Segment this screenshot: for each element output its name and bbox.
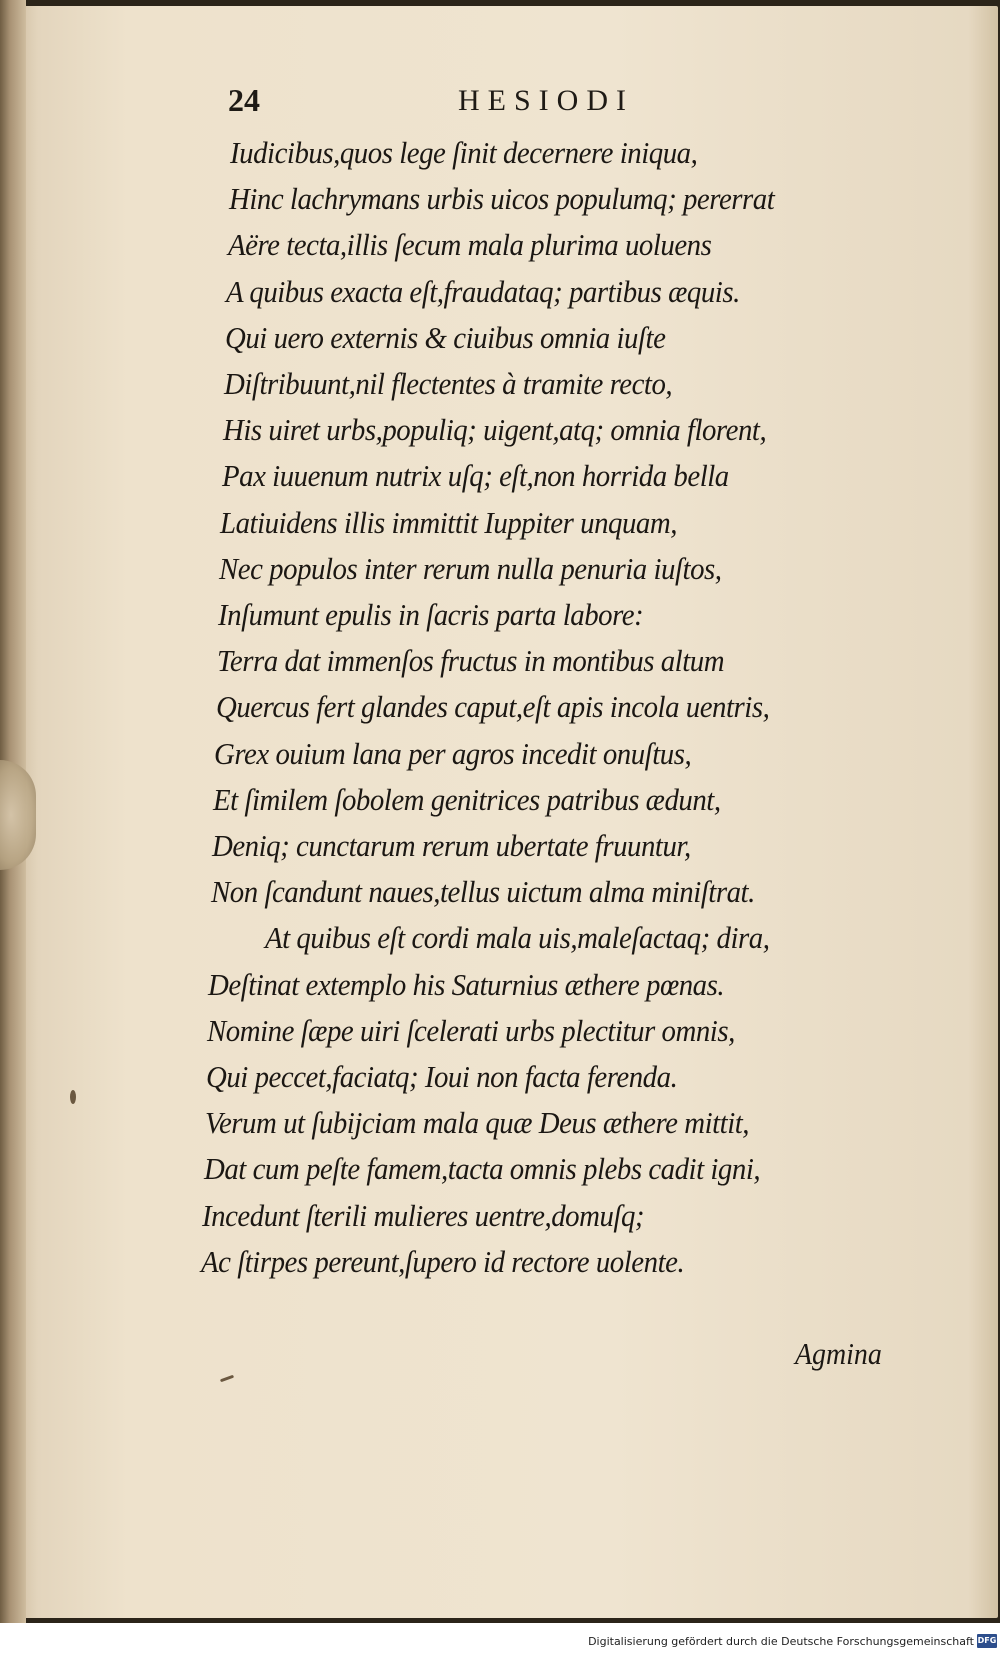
digitization-credit: Digitalisierung gefördert durch die Deutsche Forschungsgemeinschaft <box>588 1635 974 1648</box>
verse-line: Non ſcandunt naues,tellus uictum alma miniſtrat. <box>210 874 755 910</box>
verse-line: Latiuidens illis immittit Iuppiter unquam, <box>220 504 678 540</box>
verse-line: Diſtribuunt,nil flectentes à tramite recto, <box>224 366 673 401</box>
verse-line: Ac ſtirpes pereunt,ſupero id rectore uolente. <box>201 1243 685 1279</box>
verse-line: Quercus fert glandes caput,eſt apis incola uentris, <box>215 689 769 725</box>
running-title: HESIODI <box>458 84 634 117</box>
verse-line: Hinc lachrymans urbis uicos populumq; pererrat <box>228 181 775 217</box>
page-number: 24 <box>228 82 260 118</box>
verse-line: Incedunt ſterili mulieres uentre,domuſq; <box>202 1197 645 1233</box>
verse-line: Deniq; cunctarum rerum ubertate fruuntur, <box>212 828 691 863</box>
verse-line: Iudicibus,quos lege ſinit decernere iniqua, <box>230 135 698 170</box>
verse-line: Et ſimilem ſobolem genitrices patribus ædunt, <box>213 781 721 817</box>
verse-line: Qui peccet,faciatq; Ioui non facta ferenda. <box>206 1059 678 1094</box>
verse-line: Pax iuuenum nutrix uſq; eſt,non horrida bella <box>221 458 729 494</box>
verse-line: Dat cum peſte famem,tacta omnis plebs cadit igni, <box>203 1151 760 1187</box>
dfg-logo: DFG <box>977 1634 997 1648</box>
verse-line: Grex ouium lana per agros incedit onuſtus, <box>214 735 692 771</box>
verse-line: Deſtinat extemplo his Saturnius æthere pœnas. <box>208 966 725 1002</box>
verse-line: Aëre tecta,illis ſecum mala plurima uoluens <box>227 227 711 263</box>
verse-line: Inſumunt epulis in ſacris parta labore: <box>218 597 644 632</box>
verse-line: Terra dat immenſos fructus in montibus altum <box>216 643 724 679</box>
catchword: Agmina <box>795 1336 882 1371</box>
verse-line: Verum ut ſubijciam mala quæ Deus æthere mittit, <box>204 1105 749 1141</box>
running-head <box>0 82 1000 122</box>
verse-line: Nomine ſæpe uiri ſcelerati urbs plectitur omnis, <box>207 1012 736 1048</box>
verse-line: His uiret urbs,populiq; uigent,atq; omnia florent, <box>222 412 766 448</box>
verse-line: A quibus exacta eſt,fraudataq; partibus æquis. <box>226 273 741 309</box>
verse-line: Nec populos inter rerum nulla penuria iuſtos, <box>219 550 722 586</box>
verse-line: Qui uero externis & ciuibus omnia iuſte <box>225 319 666 355</box>
ink-speck <box>70 1090 76 1104</box>
verse-line: At quibus eſt cordi mala uis,maleſactaq; dira, <box>264 920 770 956</box>
